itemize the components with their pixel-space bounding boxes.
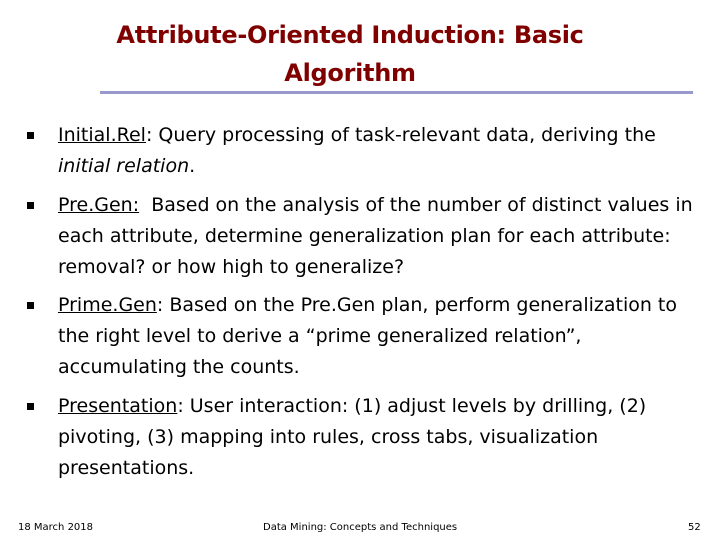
bullet-text: Based on the analysis of the number of distinct values in each attribute, determine generalization plan for each attribute: removal? or how high to generalize? (58, 194, 699, 278)
footer-page-number: 52 (688, 522, 701, 533)
footer-course-title: Data Mining: Concepts and Techniques (263, 522, 458, 533)
slide-title (100, 16, 600, 92)
bullet-italic-text: initial relation (58, 155, 190, 177)
bullet-presentation (58, 391, 708, 484)
slide-title-line-2: Algorithm (284, 59, 416, 87)
footer-date: 18 March 2018 (18, 522, 94, 533)
bullet-key: Prime.Gen (58, 294, 157, 316)
bullet-key: Presentation (58, 395, 178, 417)
bullet-text: : Based on the Pre.Gen plan, perform generalization to the right level to derive a “prime generalized relation”, accumulating the counts. (58, 294, 678, 378)
slide-title-line-1: Attribute-Oriented Induction: Basic (116, 21, 584, 49)
bullet-marker (27, 403, 34, 410)
bullet-marker (27, 202, 34, 209)
bullet-text: : Query processing of task-relevant data, deriving the (145, 124, 656, 146)
title-divider (100, 91, 693, 94)
bullet-text: : User interaction: (1) adjust levels by drilling, (2) pivoting, (3) mapping into rules, cross tabs, visualization presentations. (58, 395, 647, 479)
bullet-prime-gen (58, 290, 708, 383)
bullet-text-end: . (189, 155, 196, 177)
bullet-key: Initial.Rel (58, 124, 146, 146)
bullet-key: Pre.Gen: (58, 194, 140, 216)
bullet-marker (27, 302, 34, 309)
bullet-marker (27, 132, 34, 139)
bullet-pre-gen (58, 190, 708, 283)
bullet-initial-rel (58, 120, 708, 182)
